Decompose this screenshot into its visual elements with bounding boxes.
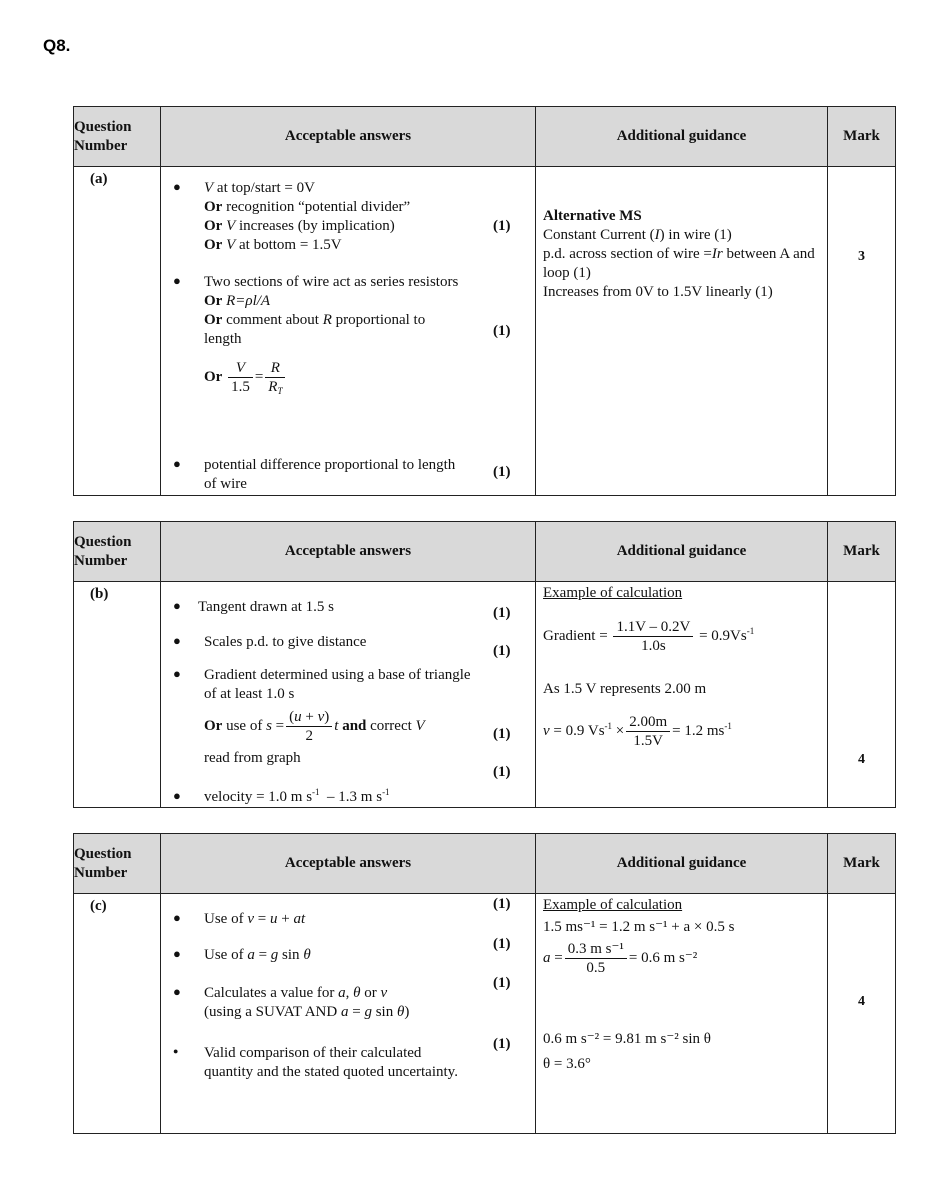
guidance-line: 1.5 ms⁻¹ = 1.2 m s⁻¹ + a × 0.5 s <box>543 919 735 935</box>
formula-fraction: $\frac{(u + v)}{2}$ <box>286 708 332 745</box>
mark-scheme-table-c <box>73 833 896 1134</box>
answer-text: Use of a = g sin θ <box>204 947 311 963</box>
answer-mark: (1) <box>493 1036 511 1052</box>
acceptable-answers-cell <box>161 894 536 1134</box>
bullet-icon: ● <box>173 633 181 648</box>
question-title: Q8. <box>43 36 71 55</box>
guidance-heading: Example of calculation <box>543 897 683 913</box>
answer-mark: (1) <box>493 605 511 621</box>
header-mark: Mark <box>828 522 896 582</box>
formula-fraction: $\frac{2.00m}{1.5V}$ <box>626 713 670 750</box>
answer-row <box>74 894 896 1134</box>
guidance-line: Increases from 0V to 1.5V linearly (1) <box>543 284 773 300</box>
bullet-icon: ● <box>173 984 181 999</box>
additional-guidance-cell <box>536 582 828 808</box>
question-part-label: (a) <box>74 167 161 496</box>
answer-text: Valid comparison of their calculated quantity and the stated quoted uncertainty. <box>204 1045 458 1080</box>
header-acceptable-answers: Acceptable answers <box>161 107 536 167</box>
answer-line: read from graph <box>204 750 301 766</box>
acceleration-formula: a = $\frac{\text{0.3 m s⁻¹}}{0.5}$ = 0.6 m s⁻² <box>543 941 698 976</box>
formula-fraction: $\frac{1.1V - 0.2V}{1.0s}$ <box>613 618 693 655</box>
header-acceptable-answers: Acceptable answers <box>161 834 536 894</box>
answer-text: Two sections of wire act as series resistors Or R=ρl/A Or comment about R proportional to length Or $\frac{V}{1.5}$ = $\frac{R}{R_T}$ <box>204 274 459 396</box>
answer-row <box>74 167 896 496</box>
mark-scheme-table-b <box>73 521 896 808</box>
mark-scheme-table-a <box>73 106 896 496</box>
answer-text: Tangent drawn at 1.5 s <box>198 599 334 615</box>
guidance-line: As 1.5 V represents 2.00 m <box>543 681 707 697</box>
header-additional-guidance: Additional guidance <box>536 522 828 582</box>
header-additional-guidance: Additional guidance <box>536 107 828 167</box>
additional-guidance-cell <box>536 167 828 496</box>
header-question-number: Question Number <box>74 107 161 167</box>
answer-text: Calculates a value for a, θ or v (using a SUVAT AND a = g sin θ) <box>204 985 410 1020</box>
bullet-icon: ● <box>173 456 181 471</box>
header-row <box>74 522 896 582</box>
answer-text: Scales p.d. to give distance <box>204 634 367 650</box>
total-mark: 4 <box>828 582 896 808</box>
answer-mark: (1) <box>493 464 511 480</box>
answer-mark: (1) <box>493 726 511 742</box>
formula-prefix: Gradient = <box>543 627 608 644</box>
answer-mark: (1) <box>493 323 511 339</box>
velocity-formula: v = 0.9 $Vs^{-1}$ × $\frac{2.00m}{1.5V}$ = 1.2 $ms^{-1}$ <box>543 714 732 749</box>
header-mark: Mark <box>828 834 896 894</box>
answer-row <box>74 582 896 808</box>
bullet-icon: ● <box>173 666 181 681</box>
formula-fraction: $\frac{V}{1.5}$ <box>228 359 253 396</box>
bullet-icon: ● <box>173 179 181 194</box>
answer-text: Use of v = u + at <box>204 911 306 927</box>
formula-result: = 0.9Vs <box>699 627 747 644</box>
bullet-icon: ● <box>173 273 181 288</box>
question-part-label: (b) <box>74 582 161 808</box>
bullet-icon: ● <box>173 946 181 961</box>
guidance-line: Constant Current (I) in wire (1) <box>543 227 732 243</box>
answer-mark: (1) <box>493 218 511 234</box>
guidance-line: θ = 3.6° <box>543 1056 591 1072</box>
question-part-label: (c) <box>74 894 161 1134</box>
formula-result: = 1.2 ms <box>672 722 725 739</box>
header-row <box>74 107 896 167</box>
answer-mark: (1) <box>493 975 511 991</box>
answer-text: Gradient determined using a base of triangle of at least 1.0 s Or use of s = $\frac{(u + v)}{2}$ t and correct V read from graph <box>204 666 484 768</box>
formula-result: = 0.6 m s⁻² <box>628 949 698 966</box>
guidance-line: 0.6 m s⁻² = 9.81 m s⁻² sin θ <box>543 1031 711 1047</box>
acceptable-answers-cell <box>161 582 536 808</box>
bullet-icon: ● <box>173 1046 179 1056</box>
answer-text: velocity = 1.0 m $s^{-1} - 1.3$ m $s^{-1}$ <box>204 787 390 805</box>
gradient-formula: Gradient = $\frac{1.1V - 0.2V}{1.0s}$ = $0.9Vs^{-1}$ <box>543 619 755 654</box>
header-additional-guidance: Additional guidance <box>536 834 828 894</box>
answer-mark: (1) <box>493 643 511 659</box>
total-mark: 3 <box>828 167 896 496</box>
formula-fraction: $\frac{R}{R_T}$ <box>265 359 285 396</box>
answer-mark: (1) <box>493 764 511 780</box>
guidance-heading: Alternative MS <box>543 208 642 224</box>
header-acceptable-answers: Acceptable answers <box>161 522 536 582</box>
bullet-icon: ● <box>173 788 181 803</box>
header-mark: Mark <box>828 107 896 167</box>
bullet-icon: ● <box>173 598 181 613</box>
header-question-number: Question Number <box>74 522 161 582</box>
answer-line: Gradient determined using a base of triangle of at least 1.0 s <box>204 667 471 702</box>
bullet-icon: ● <box>173 910 181 925</box>
answer-text: potential difference proportional to length of wire <box>204 457 456 492</box>
header-question-number: Question Number <box>74 834 161 894</box>
guidance-line: p.d. across section of wire =Ir between A and loop (1) <box>543 246 815 281</box>
total-mark: 4 <box>828 894 896 1134</box>
guidance-heading: Example of calculation <box>543 585 683 601</box>
answer-text: V at top/start = 0V Or recognition “potential divider” Or V increases (by implication) Or V at bottom = 1.5V <box>204 180 411 253</box>
additional-guidance-cell <box>536 894 828 1134</box>
acceptable-answers-cell <box>161 167 536 496</box>
formula-fraction: $\frac{\text{0.3 m s⁻¹}}{0.5}$ <box>565 940 627 977</box>
header-row <box>74 834 896 894</box>
answer-mark: (1) <box>493 896 511 912</box>
answer-mark: (1) <box>493 936 511 952</box>
